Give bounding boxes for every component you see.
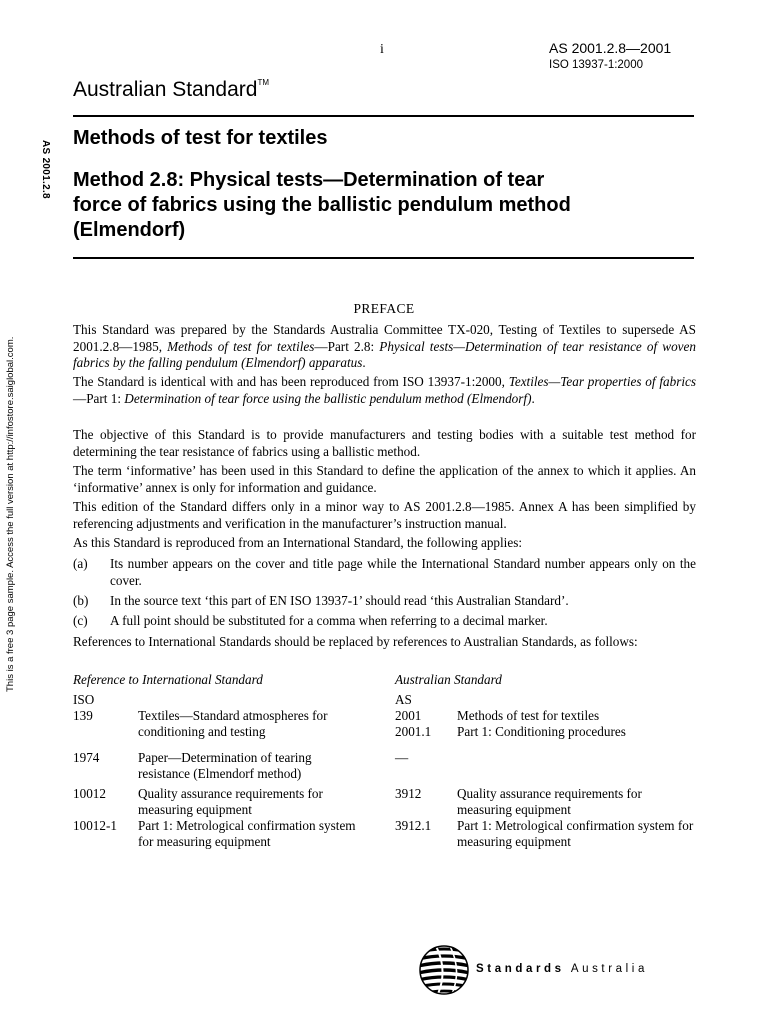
text-run: Physical tests—Determination of tear resistance of woven fabrics by the falling pendulum (Elmendorf) apparatus: [73, 338, 696, 370]
text-run: —Part 1:: [73, 390, 125, 406]
logo-word-standards: Standards: [476, 963, 565, 975]
list-label: (a): [73, 556, 88, 571]
as-number-cell: —: [395, 750, 409, 765]
as-number-cell: 3912.1: [395, 818, 432, 833]
list-text: Its number appears on the cover and title page while the International Standard number appears only on the cover.: [110, 556, 696, 588]
text-run: Determination of tear force using the ballistic pendulum method (Elmendorf): [124, 390, 532, 406]
table-header-as: Australian Standard: [395, 672, 502, 687]
text-run: —Part 2.8:: [314, 338, 380, 354]
as-title-cell: Methods of test for textiles: [457, 708, 600, 723]
method-title-line: Method 2.8: Physical tests—Determination of tear: [73, 169, 545, 191]
table-subheader-iso: ISO: [73, 692, 95, 707]
iso-title-cell: Part 1: Metrological confirmation system for measuring equipment: [138, 818, 356, 849]
preface-heading: PREFACE: [353, 301, 415, 316]
trademark-mark: TM: [257, 78, 270, 87]
iso-title-cell: Paper—Determination of tearing resistance (Elmendorf method): [138, 750, 312, 781]
as-title-cell: Part 1: Metrological confirmation system for measuring equipment: [457, 818, 694, 849]
logo-wordmark: [476, 963, 648, 975]
text-run: The Standard is identical with and has been reproduced from ISO 13937-1:2000,: [73, 374, 509, 389]
as-title-cell: Part 1: Conditioning procedures: [457, 724, 626, 739]
list-text: In the source text ‘this part of EN ISO 13937-1’ should read ‘this Australian Standard’.: [110, 593, 569, 608]
preface-paragraph: As this Standard is reproduced from an International Standard, the following applies:: [73, 535, 522, 550]
text-run: This Standard was prepared by the Standards Australia Committee TX-020, Testing of Textiles to supersede AS 2001.2.8—1985,: [73, 322, 696, 354]
series-title: Methods of test for textiles: [73, 127, 328, 149]
globe-logo-icon: [418, 944, 470, 996]
table-header-iso: Reference to International Standard: [73, 672, 263, 687]
logo-word-australia: Australia: [570, 963, 648, 975]
iso-number-cell: 10012: [73, 786, 106, 801]
list-text: A full point should be substituted for a comma when referring to a decimal marker.: [110, 613, 548, 628]
preface-paragraph: The objective of this Standard is to provide manufacturers and testing bodies with a suitable test method for determining the tear resistance of fabrics using a ballistic method.: [73, 427, 696, 459]
preface-paragraph: [73, 374, 696, 407]
as-number-cell: 2001: [395, 708, 422, 723]
standards-australia-logo: [418, 944, 698, 996]
iso-title-cell: Quality assurance requirements for measuring equipment: [138, 786, 323, 817]
header-rule: [73, 115, 694, 117]
side-standard-id: AS 2001.2.8: [40, 140, 51, 199]
page-number: i: [380, 42, 384, 57]
text-run: Textiles—Tear properties of fabrics: [508, 374, 696, 389]
method-title-line: force of fabrics using the ballistic pendulum method: [73, 194, 571, 216]
iso-number: ISO 13937-1:2000: [549, 59, 643, 71]
method-title: [73, 168, 571, 243]
title-rule: [73, 257, 694, 259]
preface-paragraph: References to International Standards should be replaced by references to Australian Standards, as follows:: [73, 634, 638, 649]
side-sample-note: This is a free 3 page sample. Access the full version at http://infostore.saiglobal.com.: [5, 336, 16, 692]
text-run: .: [531, 390, 535, 406]
list-item: [73, 613, 696, 630]
as-title-cell: Quality assurance requirements for measuring equipment: [457, 786, 642, 817]
table-subheader-as: AS: [395, 692, 412, 707]
method-title-line: (Elmendorf): [73, 219, 186, 241]
iso-number-cell: 10012-1: [73, 818, 117, 833]
iso-number-cell: 139: [73, 708, 93, 723]
list-label: (c): [73, 613, 88, 628]
as-number-cell: 2001.1: [395, 724, 432, 739]
preface-paragraph: This edition of the Standard differs only in a minor way to AS 2001.2.8—1985. Annex A has been simplified by referencing adjustments and verification in the manufacturer’s instruction manual.: [73, 499, 696, 531]
iso-number-cell: 1974: [73, 750, 100, 765]
text-run: .: [362, 355, 366, 370]
preface-paragraph: The term ‘informative’ has been used in this Standard to define the application of the annex to which it applies. An ‘informative’ annex is only for information and guidance.: [73, 463, 696, 495]
list-item: [73, 593, 696, 610]
as-number-cell: 3912: [395, 786, 422, 801]
preface-paragraph: [73, 322, 696, 372]
brand-name: Australian Standard: [73, 78, 258, 101]
brand-title: [73, 78, 269, 102]
list-label: (b): [73, 593, 89, 608]
list-item: [73, 556, 696, 590]
standard-number: AS 2001.2.8—2001: [549, 40, 672, 56]
iso-title-cell: Textiles—Standard atmospheres for conditioning and testing: [138, 708, 328, 739]
text-run: Methods of test for textiles: [167, 338, 315, 354]
